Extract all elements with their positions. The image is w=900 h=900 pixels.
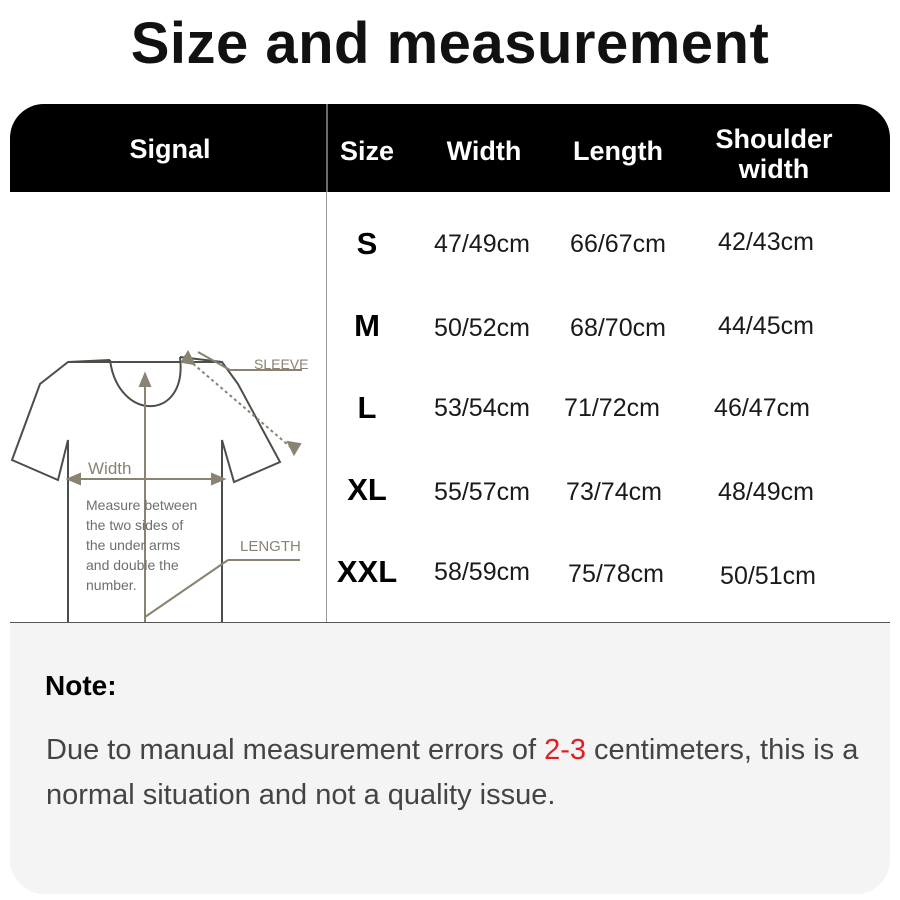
measure-line-3: the under arms — [86, 537, 181, 553]
size-s: S — [356, 226, 378, 261]
table-header — [10, 104, 890, 192]
table-body — [10, 192, 890, 622]
shoulder-l: 46/47cm — [714, 394, 810, 422]
note-highlight: 2-3 — [544, 734, 586, 766]
shoulder-s: 42/43cm — [718, 228, 814, 256]
header-shoulder-line1: Shoulder — [715, 124, 833, 154]
header-length: Length — [573, 136, 663, 166]
size-chart-card — [10, 104, 890, 894]
note-text-after: centimeters, this is a normal situation and not a quality issue. — [46, 734, 859, 811]
width-s: 47/49cm — [434, 230, 530, 258]
measure-line-4: and double the — [86, 557, 179, 573]
length-s: 66/67cm — [570, 230, 666, 258]
length-label: LENGTH — [240, 538, 301, 555]
shoulder-xxl: 50/51cm — [720, 562, 816, 590]
measure-instruction — [86, 497, 197, 593]
width-m: 50/52cm — [434, 314, 530, 342]
size-l: L — [357, 390, 377, 425]
width-l: 53/54cm — [434, 394, 530, 422]
note-text — [46, 728, 866, 818]
size-xl: XL — [347, 472, 387, 507]
header-size: Size — [339, 136, 395, 166]
tshirt-diagram — [10, 192, 326, 622]
measure-line-2: the two sides of — [86, 517, 184, 533]
length-m: 68/70cm — [570, 314, 666, 342]
page-title: Size and measurement — [130, 11, 770, 76]
length-xxl: 75/78cm — [568, 560, 664, 588]
header-shoulder-width — [694, 124, 854, 184]
width-label: Width — [88, 459, 132, 478]
note-text-before: Due to manual measurement errors of — [46, 734, 545, 766]
header-width: Width — [446, 136, 522, 166]
shoulder-xl: 48/49cm — [718, 478, 814, 506]
size-xxl: XXL — [336, 554, 398, 589]
length-xl: 73/74cm — [566, 478, 662, 506]
length-l: 71/72cm — [564, 394, 660, 422]
measure-line-1: Measure between — [86, 497, 198, 513]
width-xxl: 58/59cm — [434, 558, 530, 586]
shoulder-m: 44/45cm — [718, 312, 814, 340]
header-signal: Signal — [129, 134, 211, 164]
table-bottom-line — [10, 622, 890, 623]
measure-line-5: number. — [86, 577, 137, 593]
size-m: M — [354, 308, 380, 343]
note-title: Note: — [45, 670, 117, 701]
width-xl: 55/57cm — [434, 478, 530, 506]
header-shoulder-line2: width — [738, 154, 810, 184]
sleeve-label: SLEEVE — [254, 356, 309, 372]
